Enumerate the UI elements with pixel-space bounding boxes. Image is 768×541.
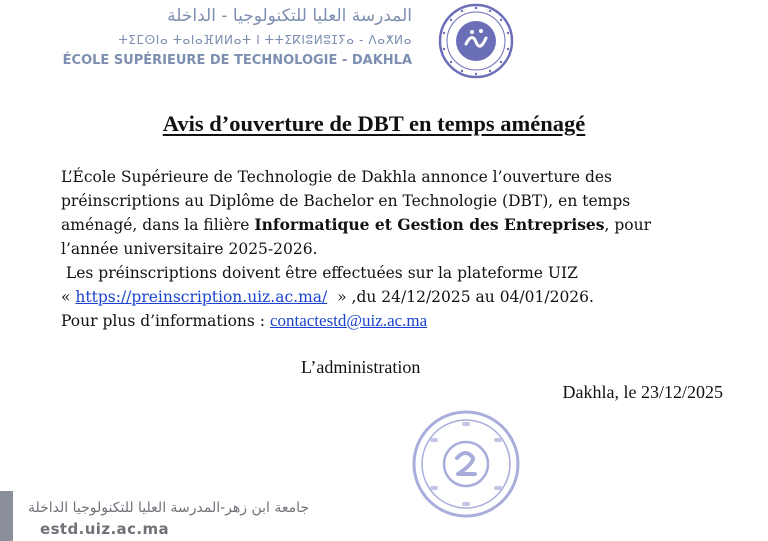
paragraph-line: L’École Supérieure de Technologie de Dakhla annonce l’ouverture des (61, 168, 612, 186)
header-french-name: ÉCOLE SUPÉRIEURE DE TECHNOLOGIE - DAKHLA (62, 53, 412, 68)
footer-arabic-name: جامعة ابن زهر-المدرسة العليا للتكنولوجيا الداخلة (28, 500, 310, 516)
footer-accent-bar (0, 491, 13, 541)
paragraph-line: Les préinscriptions doivent être effectuées sur la plateforme UIZ (61, 264, 578, 282)
signature: L’administration (301, 357, 421, 377)
dateline: Dakhla, le 23/12/2025 (562, 382, 723, 402)
paragraph-line: préinscriptions au Diplôme de Bachelor en Technologie (DBT), en temps (61, 192, 631, 210)
paragraph-line (61, 213, 741, 237)
school-seal-logo-icon (428, 2, 524, 80)
footer-website[interactable]: estd.uiz.ac.ma (40, 520, 170, 538)
paragraph-line: l’année universitaire 2025-2026. (61, 240, 318, 258)
document-title: Avis d’ouverture de DBT en temps aménagé (162, 111, 586, 136)
text-segment: « (61, 288, 76, 306)
text-segment: aménagé, dans la filière (61, 216, 255, 234)
header-tifinagh-name: ⵜⵉⵎⵙⵏⴰ ⵜⴰⵏⴰⴼⵍⵍⴰⵜ ⵏ ⵜⵜⵉⴽⵏⵓⵍⵓⵊⵢⴰ - ⴷⴰⵅⵍⴰ (118, 33, 412, 47)
contact-email-link[interactable]: contactestd@uiz.ac.ma (269, 311, 428, 330)
header-arabic-name: المدرسة العليا للتكنولوجيا - الداخلة (167, 6, 412, 26)
text-segment: Pour plus d’informations : (61, 312, 270, 330)
announcement-body (61, 165, 741, 333)
preinscription-link[interactable]: https://preinscription.uiz.ac.ma/ (75, 288, 328, 306)
paragraph-line (61, 285, 741, 309)
program-name: Informatique et Gestion des Entreprises (254, 215, 605, 234)
paragraph-line (61, 309, 741, 333)
text-segment: » ,du 24/12/2025 au 04/01/2026. (327, 288, 594, 306)
text-segment: , pour (604, 216, 652, 234)
university-stamp-icon (410, 408, 522, 520)
